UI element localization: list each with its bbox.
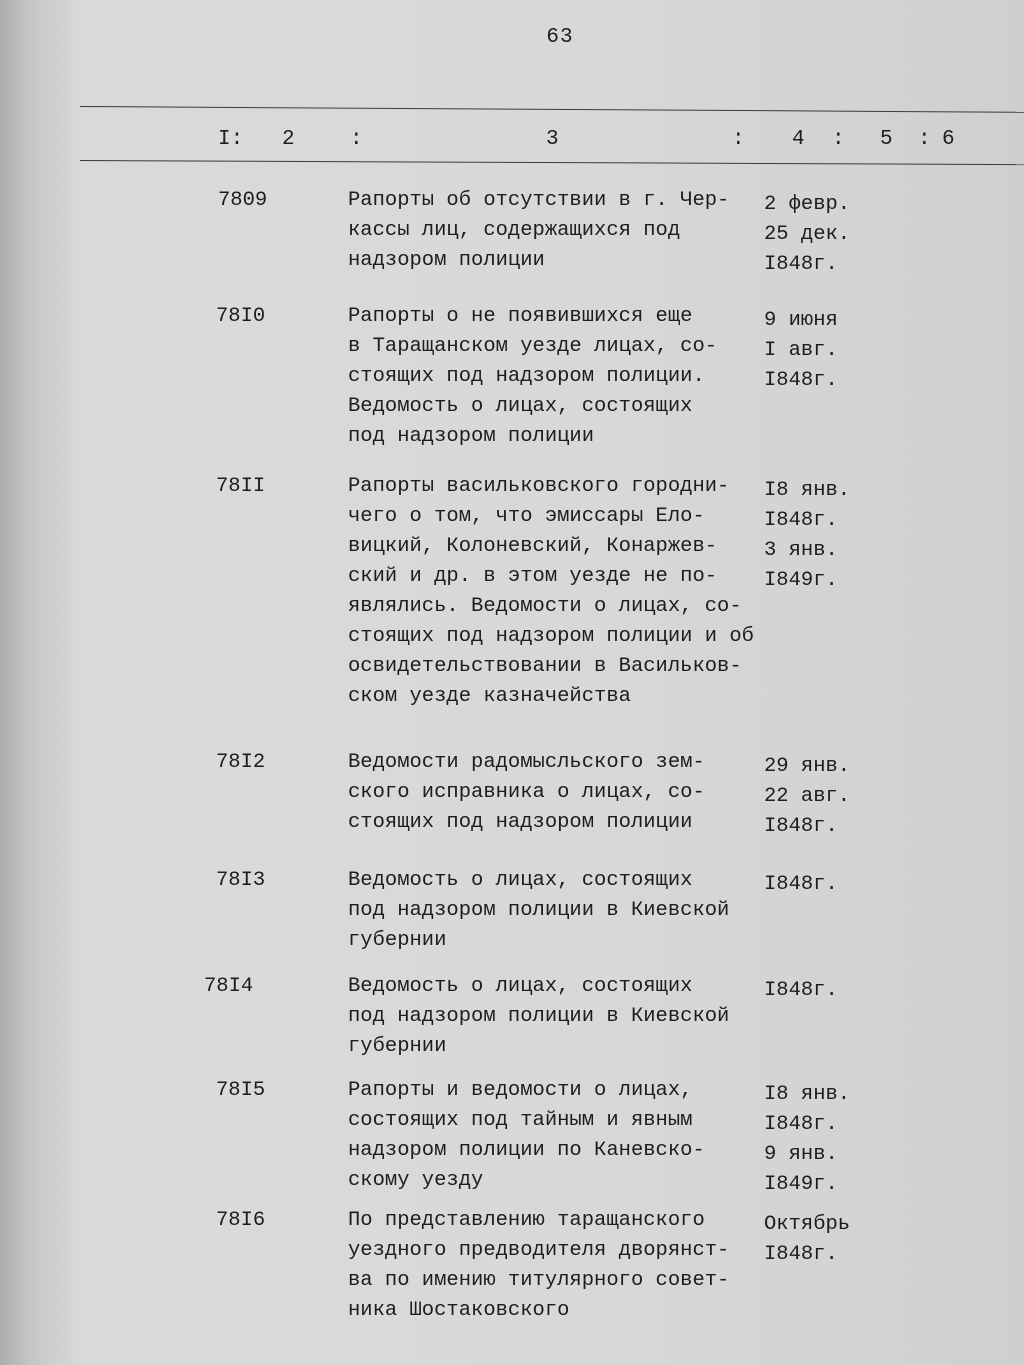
entry-description: Рапорты и ведомости о лицах, состоящих под тайным и явным надзором полиции по Каневско- скому уезду bbox=[348, 1079, 705, 1192]
entry-number: 78I3 bbox=[216, 869, 266, 892]
page-number: 63 bbox=[546, 26, 574, 49]
entry-number: 78I6 bbox=[216, 1209, 266, 1232]
column-header-3: 3 bbox=[546, 128, 559, 151]
entry-dates: Октябрь I848г. bbox=[764, 1213, 851, 1266]
entry-dates: 29 янв. 22 авг. I848г. bbox=[764, 755, 851, 838]
column-header-1: I: bbox=[218, 128, 244, 151]
entry-number: 78II bbox=[216, 475, 266, 498]
entry-description: Рапорты о не появившихся еще в Таращанском уезде лицах, со- стоящих под надзором полиции. Ведомость о лицах, состоящих под надзором полиции bbox=[348, 305, 718, 448]
column-header-2: 2 bbox=[282, 128, 295, 151]
column-header-6: 6 bbox=[942, 128, 955, 151]
column-separator: : bbox=[832, 128, 845, 151]
entry-number: 78I2 bbox=[216, 751, 266, 774]
header-top-rule bbox=[80, 106, 1024, 113]
column-header-5: 5 bbox=[880, 128, 893, 151]
column-separator: : bbox=[918, 128, 931, 151]
entry-number: 7809 bbox=[218, 189, 268, 212]
binding-shadow bbox=[0, 0, 72, 1365]
column-header-4: 4 bbox=[792, 128, 805, 151]
header-bottom-rule bbox=[80, 160, 1024, 165]
entry-number: 78I4 bbox=[204, 975, 254, 998]
entry-dates: I8 янв. I848г. 3 янв. I849г. bbox=[764, 479, 851, 592]
column-separator: : bbox=[732, 128, 745, 151]
entry-description: По представлению таращанского уездного предводителя дворянст- ва по имению титулярного совет- ника Шостаковского bbox=[348, 1209, 730, 1322]
entry-description: Рапорты васильковского городни- чего о том, что эмиссары Ело- вицкий, Колоневский, Конаржев- ский и др. в этом уезде не по- являлись. Ведомости о лицах, со- стоящих под надзором полиции и об освидетельствовании в Васильков- ском уезде казначейства bbox=[348, 475, 754, 708]
entry-dates: 2 февр. 25 дек. I848г. bbox=[764, 193, 851, 276]
entry-description: Ведомость о лицах, состоящих под надзором полиции в Киевской губернии bbox=[348, 869, 730, 952]
entry-dates: I848г. bbox=[764, 979, 838, 1002]
entry-description: Ведомости радомысльского зем- ского исправника о лицах, со- стоящих под надзором полиции bbox=[348, 751, 705, 834]
entry-number: 78I5 bbox=[216, 1079, 266, 1102]
entry-description: Рапорты об отсутствии в г. Чер- кассы лиц, содержащихся под надзором полиции bbox=[348, 189, 730, 272]
entry-description: Ведомость о лицах, состоящих под надзором полиции в Киевской губернии bbox=[348, 975, 730, 1058]
entry-dates: I8 янв. I848г. 9 янв. I849г. bbox=[764, 1083, 851, 1196]
column-separator: : bbox=[350, 128, 363, 151]
entry-dates: 9 июня I авг. I848г. bbox=[764, 309, 838, 392]
entry-number: 78I0 bbox=[216, 305, 266, 328]
entry-dates: I848г. bbox=[764, 873, 838, 896]
